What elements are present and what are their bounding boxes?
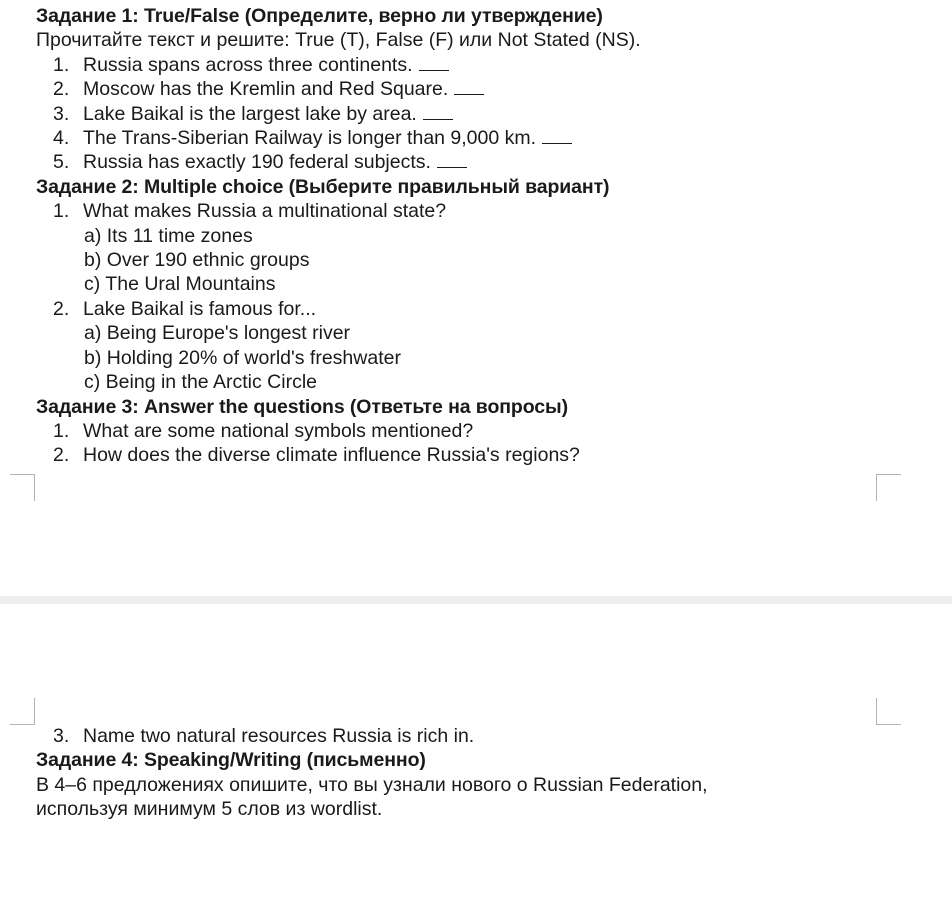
task2-question-1: 1. What makes Russia a multinational state? (53, 200, 447, 223)
document-page-2 (0, 604, 952, 907)
task4-title: Задание 4: Speaking/Writing (письменно) (36, 749, 426, 772)
task1-instruction: Прочитайте текст и решите: True (T), False (F) или Not Stated (NS). (36, 29, 641, 52)
page-2-content (36, 724, 916, 822)
answer-blank[interactable] (419, 69, 449, 71)
task1-item-3: 3. Lake Baikal is the largest lake by area. (36, 102, 916, 126)
task3-item-1: 1. What are some national symbols mentioned? (53, 419, 474, 442)
answer-blank[interactable] (437, 166, 467, 168)
task1-item-5: 5. Russia has exactly 190 federal subjects. (36, 150, 916, 174)
page-break (0, 596, 952, 604)
task3-item-3: 3. Name two natural resources Russia is rich in. (53, 725, 475, 747)
task1-item-4: 4. The Trans-Siberian Railway is longer than 9,000 km. (36, 126, 916, 150)
task2-q1-option-a: a) Its 11 time zones (84, 224, 253, 247)
task3-title: Задание 3: Answer the questions (Ответьте на вопросы) (36, 395, 568, 418)
task1-title: Задание 1: True/False (Определите, верно ли утверждение) (36, 5, 603, 27)
task2-q2-option-c: c) Being in the Arctic Circle (84, 371, 318, 394)
task3-item-2: 2. How does the diverse climate influence Russia's regions? (53, 444, 580, 467)
task2-q1-option-c: c) The Ural Mountains (84, 273, 276, 296)
task2-q1-option-b: b) Over 190 ethnic groups (84, 249, 310, 272)
margin-corner-mark (876, 474, 901, 501)
task2-title: Задание 2: Multiple choice (Выберите правильный вариант) (36, 175, 610, 198)
answer-blank[interactable] (454, 93, 484, 95)
margin-corner-mark (10, 698, 35, 725)
task1-item-2: 2. Moscow has the Kremlin and Red Square. (36, 77, 916, 101)
answer-blank[interactable] (542, 142, 572, 144)
task1-item-1: 1. Russia spans across three continents. (36, 53, 916, 77)
margin-corner-mark (10, 474, 35, 501)
task4-text-line-1: В 4–6 предложениях опишите, что вы узнали нового о Russian Federation, (36, 773, 708, 796)
page-1-content (36, 4, 916, 468)
task4-text-line-2: используя минимум 5 слов из wordlist. (36, 798, 383, 821)
task2-q2-option-b: b) Holding 20% of world's freshwater (84, 346, 401, 369)
answer-blank[interactable] (423, 118, 453, 120)
margin-corner-mark (876, 698, 901, 725)
task2-q2-option-a: a) Being Europe's longest river (84, 322, 351, 345)
task2-question-2: 2. Lake Baikal is famous for... (53, 297, 317, 320)
